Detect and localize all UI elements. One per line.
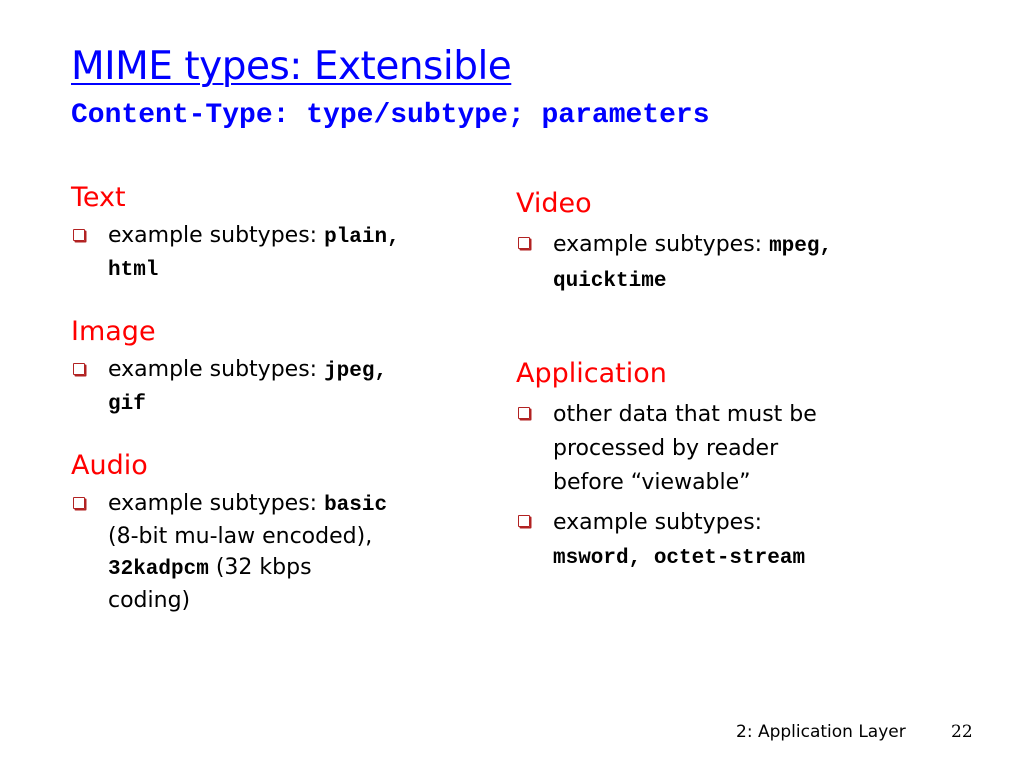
subtype-code: msword, octet-stream [553, 547, 806, 570]
bullet-icon [73, 497, 85, 509]
bullet-icon [518, 237, 530, 249]
section-video [516, 186, 956, 298]
heading-audio: Audio [71, 450, 148, 481]
subtype-code: plain, [324, 226, 400, 249]
bullet-video-subtypes [516, 228, 956, 298]
subtype-code: 32kadpcm [108, 558, 209, 581]
bullet-audio-subtypes [71, 488, 491, 616]
bullet-label: example subtypes: [108, 357, 325, 382]
page-number: 22 [951, 722, 973, 742]
bullet-label: example subtypes: [553, 510, 763, 535]
section-text [71, 180, 491, 286]
subtype-code: mpeg, [769, 235, 833, 258]
subtype-description: (8-bit mu-law encoded), [108, 524, 373, 549]
bullet-icon [73, 229, 85, 241]
bullet-label: other data that must be processed by reader before “viewable” [553, 402, 817, 495]
subtype-description: (32 kbps [215, 555, 312, 580]
slide-subtitle: Content-Type: type/subtype; parameters [71, 100, 710, 131]
bullet-label: example subtypes: [108, 223, 325, 248]
heading-video: Video [516, 188, 592, 219]
heading-image: Image [71, 316, 156, 347]
subtype-code: gif [108, 393, 146, 416]
bullet-application-subtypes [516, 506, 956, 576]
subtype-code: html [108, 259, 159, 282]
section-image [71, 314, 491, 420]
heading-text: Text [71, 182, 126, 213]
bullet-icon [518, 515, 530, 527]
bullet-text-subtypes [71, 220, 491, 286]
heading-application: Application [516, 358, 667, 389]
bullet-label: example subtypes: [553, 232, 770, 257]
bullet-image-subtypes [71, 354, 491, 420]
left-column [71, 180, 491, 616]
bullet-icon [518, 407, 530, 419]
subtype-description: coding) [108, 588, 191, 613]
section-audio [71, 448, 491, 616]
subtype-code: quicktime [553, 270, 667, 293]
bullet-icon [73, 363, 85, 375]
bullet-label: example subtypes: [108, 491, 325, 516]
subtype-code: jpeg, [324, 360, 388, 383]
bullet-application-description [516, 398, 853, 500]
section-application [516, 356, 956, 576]
subtype-code: basic [324, 494, 388, 517]
footer-label: 2: Application Layer [736, 722, 906, 742]
right-column [516, 186, 956, 576]
slide-title: MIME types: Extensible [71, 44, 512, 89]
